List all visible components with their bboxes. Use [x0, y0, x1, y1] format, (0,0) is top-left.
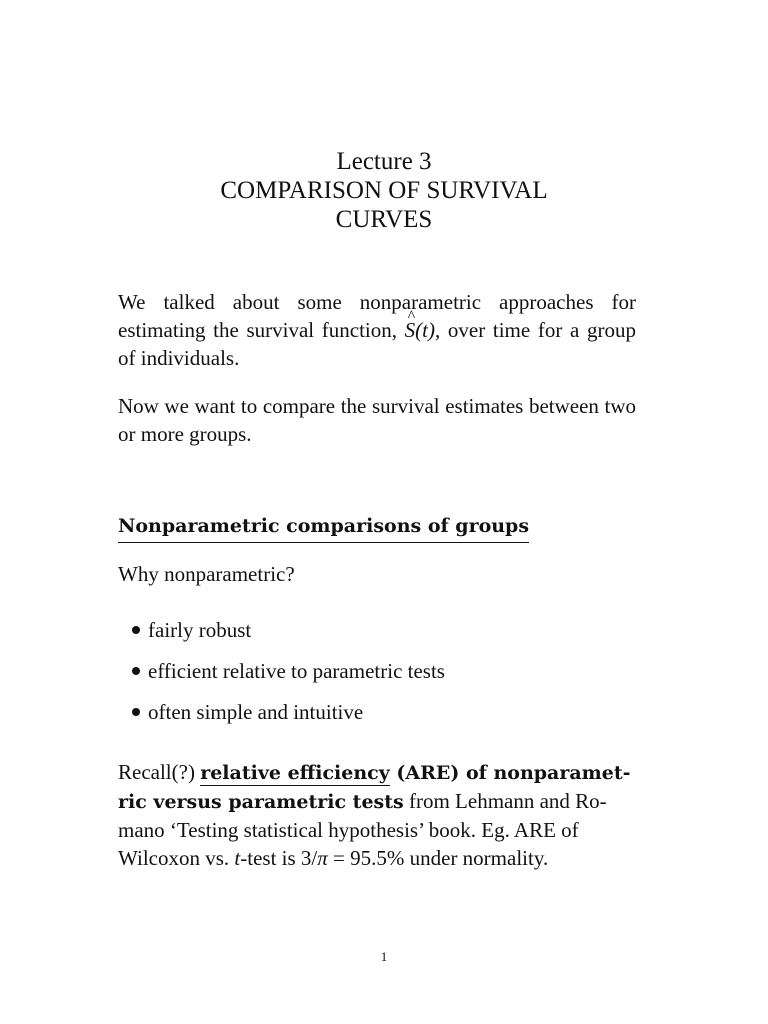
survival-function-symbol: ^ S: [405, 316, 416, 344]
reasons-list: [132, 616, 445, 739]
list-item: efficient relative to parametric tests: [132, 657, 445, 698]
bullet-icon: [132, 626, 140, 634]
page-number: 1: [380, 949, 388, 964]
title-line-3: CURVES: [335, 206, 433, 233]
goal-paragraph: [118, 392, 636, 448]
title-line-2: COMPARISON OF SURVIVAL: [220, 177, 548, 204]
list-item: fairly robust: [132, 616, 445, 657]
lecture-title: [0, 147, 768, 234]
bullet-icon: [132, 667, 140, 675]
bullet-icon: [132, 708, 140, 716]
recall-paragraph: Recall(?) relative efficiency (ARE) of nonparamet- ric versus parametric tests from Lehmann and Ro- mano ‘Testing statistical hypothesis’ book. Eg. ARE of Wilcoxon vs. t-test is 3/π = 95.5% under normality.: [118, 760, 631, 870]
section-heading: Nonparametric comparisons of groups: [118, 512, 529, 543]
intro-text-after: , over time for a group of individuals.: [118, 318, 636, 370]
relative-efficiency-term: relative efficiency: [200, 762, 390, 784]
goal-text: Now we want to compare the survival estimates between two or more groups.: [118, 394, 636, 446]
list-item: often simple and intuitive: [132, 698, 445, 739]
survival-function-arg: (t): [415, 318, 435, 342]
why-question: Why nonparametric?: [118, 562, 295, 586]
title-line-1: Lecture 3: [336, 148, 432, 175]
intro-paragraph: [118, 288, 636, 372]
intro-text-before: We talked about some nonparametric approaches for estimating the survival function,: [118, 290, 636, 342]
